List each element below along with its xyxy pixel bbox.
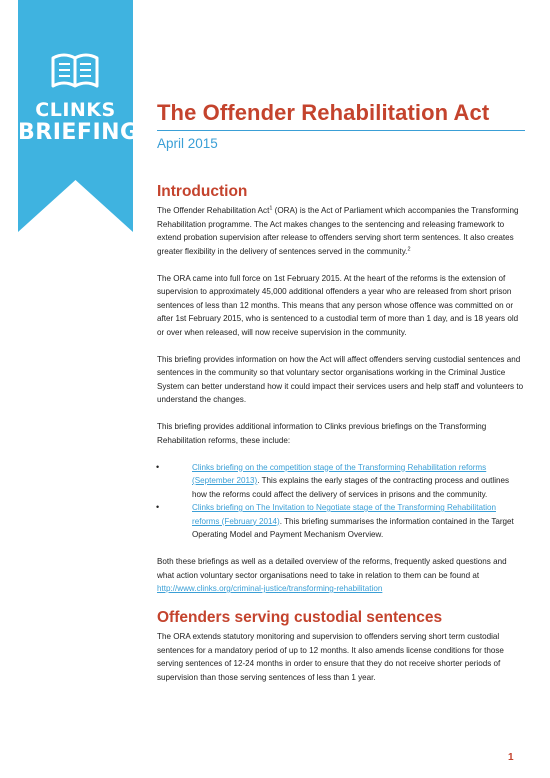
intro-paragraph-2: The ORA came into full force on 1st February 2015. At the heart of the reforms is the extension of supervision to approximately 45,000 additional offenders a year who are released from short prison sentences of less than 12 months. This means that any person whose offence was committed on or after 1st February 2015, who is sentenced to a custodial term of more than 1 day, and is 18 years old or over when released, will now receive supervision in the community. [157,273,519,337]
document-body [157,183,525,698]
previous-briefings-list [157,461,525,542]
footnote-ref-2[interactable]: 2 [407,245,411,252]
section-heading-introduction: Introduction [157,183,248,200]
page-number: 1 [508,752,514,763]
intro-paragraph-4: This briefing provides additional information to Clinks previous briefings on the Transforming Rehabilitation reforms, these include: [157,422,487,445]
transforming-rehabilitation-url-link[interactable]: http://www.clinks.org/criminal-justice/transforming-rehabilitation [157,584,383,593]
footnote-ref-1[interactable]: 1 [269,205,273,212]
brand-clinks-label: CLINKS [35,99,116,121]
document-title: The Offender Rehabilitation Act [157,100,490,125]
briefing-link-itn-stage[interactable]: Clinks briefing on The Invitation to Negotiate stage of the Transforming Rehabilitation reforms (February 2014) [192,503,496,526]
document-date: April 2015 [157,136,218,151]
intro-paragraph-5: Both these briefings as well as a detailed overview of the reforms, frequently asked questions and what action voluntary sector organisations need to take in relation to them can be found at http://www.clinks.org/criminal-justice/transforming-rehabilitation [157,557,507,593]
custodial-paragraph-1: The ORA extends statutory monitoring and supervision to offenders serving short term custodial sentences for a mandatory period of up to 12 months. It also amends license conditions for those serving sentences of 12-24 months in order to ensure that they do not receive shorter periods of supervision than those serving sentences of less than 1 year. [157,632,504,682]
title-divider [157,130,525,131]
intro-paragraph-3: This briefing provides information on how the Act will affect offenders serving custodial sentences and sentences in the community so that voluntary sector organisations working in the Criminal Justice System can better understand how it could impact their services users and help staff and volunteers to understand the changes. [157,354,524,404]
list-item: • Clinks briefing on The Invitation to Negotiate stage of the Transforming Rehabilitation reforms (February 2014). This briefing summarises the information contained in the Target Operating Model and Payment Mechanism Overview. [157,501,525,542]
brand-briefing-label: BRIEFING [18,120,139,145]
section-heading-custodial: Offenders serving custodial sentences [157,609,443,626]
briefing-link-competition-stage[interactable]: Clinks briefing on the competition stage of the Transforming Rehabilitation reforms (September 2013) [192,462,487,485]
list-item: • Clinks briefing on the competition stage of the Transforming Rehabilitation reforms (September 2013). This explains the early stages of the contracting process and outlines how the reforms could affect the delivery of services in prisons and the community. [157,461,525,502]
intro-paragraph-1: The Offender Rehabilitation Act$^1$ (ORA) is the Act of Parliament which accompanies the Transforming Rehabilitation programme. The Act makes changes to the sentencing and releasing framework to extend probation supervision after release to offenders serving short term sentences. It also creates greater flexibility in the delivery of sentences served in the community.$^2$ [157,205,519,256]
